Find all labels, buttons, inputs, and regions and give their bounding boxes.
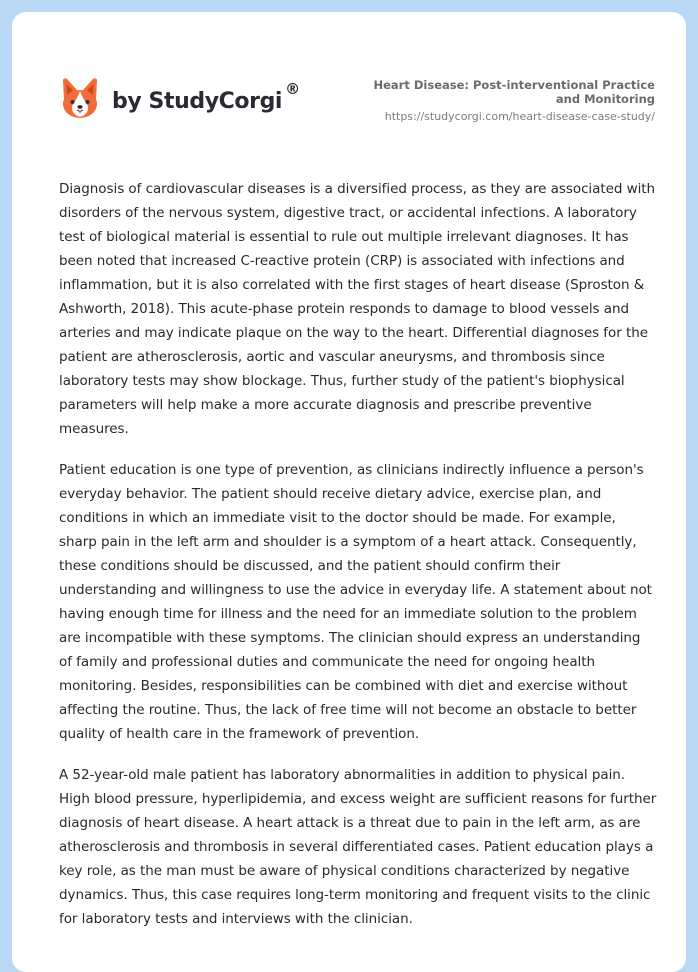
brand-text: by StudyCorgi bbox=[112, 88, 283, 114]
brand-name bbox=[112, 79, 300, 114]
document-url[interactable]: https://studycorgi.com/heart-disease-case-study/ bbox=[384, 110, 655, 123]
paragraph-3: A 52-year-old male patient has laboratory abnormalities in addition to physical pain. High blood pressure, hyperlipidemia, and excess weight are sufficient reasons for further diagnosis of heart disease. A heart attack is a threat due to pain in the left arm, as are atherosclerosis and thrombosis in several differentiated cases. Patient education plays a key role, as the man must be aware of physical conditions characterized by negative dynamics. Thus, this case requires long-term monitoring and frequent visits to the clinic for laboratory tests and interviews with the clinician. bbox=[59, 767, 657, 927]
paragraph-1: Diagnosis of cardiovascular diseases is a diversified process, as they are associated with disorders of the nervous system, digestive tract, or accidental infections. A laboratory test of biological material is essential to rule out multiple irrelevant diagnoses. It has been noted that increased C-reactive protein (CRP) is associated with infections and inflammation, but it is also correlated with the first stages of heart disease (Sproston & Ashworth, 2018). This acute-phase protein responds to damage to blood vessels and arteries and may indicate plaque on the way to the heart. Differential diagnoses for the patient are atherosclerosis, aortic and vascular aneurysms, and thrombosis since laboratory tests may show blockage. Thus, further study of the patient's biophysical parameters will help make a more accurate diagnosis and prescribe preventive measures. bbox=[59, 181, 656, 437]
studycorgi-logo[interactable] bbox=[60, 76, 300, 120]
document-body bbox=[59, 177, 657, 948]
corgi-head-icon bbox=[60, 76, 100, 120]
registered-mark: ® bbox=[285, 79, 300, 98]
document-title: Heart Disease: Post-interventional Practice and Monitoring bbox=[373, 78, 655, 106]
paragraph-2: Patient education is one type of prevention, as clinicians indirectly influence a person's everyday behavior. The patient should receive dietary advice, exercise plan, and conditions in which an immediate visit to the doctor should be made. For example, sharp pain in the left arm and shoulder is a symptom of a heart attack. Consequently, these conditions should be discussed, and the patient should confirm their understanding and willingness to use the advice in everyday life. A statement about not having enough time for illness and the need for an immediate solution to the problem are incompatible with these symptoms. The clinician should express an understanding of family and professional duties and communicate the need for ongoing health monitoring. Besides, responsibilities can be combined with diet and exercise without affecting the routine. Thus, the lack of free time will not become an obstacle to better quality of health care in the framework of prevention. bbox=[59, 462, 652, 742]
document-meta bbox=[355, 78, 655, 124]
document-page bbox=[12, 12, 686, 972]
